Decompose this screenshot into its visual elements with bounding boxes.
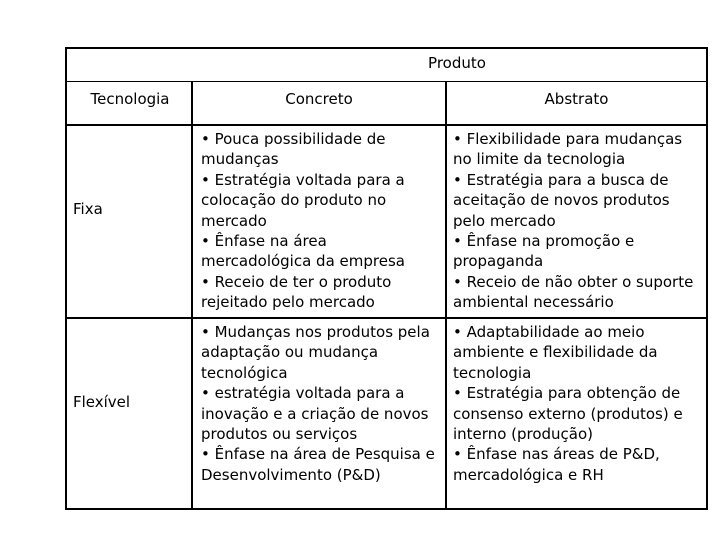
bullet-point: • Pouca possibilidade de mudanças xyxy=(201,130,386,169)
bullet-point: • Ênfase nas áreas de P&D, mercadológica e RH xyxy=(453,445,660,484)
bullet-point: • Estratégia para obtenção de consenso externo (produtos) e interno (produção) xyxy=(453,384,683,444)
line-header-bottom xyxy=(67,81,706,82)
line-subheader-bottom xyxy=(67,124,706,126)
bullet-point: • Ênfase na promoção e propaganda xyxy=(453,232,635,271)
bullet-point: • Receio de ter o produto rejeitado pelo mercado xyxy=(201,272,392,312)
row-label-fixa: Fixa xyxy=(73,200,103,218)
bullet-point: • Flexibilidade para mudanças no limite da tecnologia xyxy=(453,130,683,169)
bullet-point: • estratégia voltada para a inovação e a criação de novos produtos ou serviços xyxy=(201,384,429,444)
col-header-tecnologia: Tecnologia xyxy=(90,90,170,108)
line-col1 xyxy=(191,82,193,508)
bullet-point: • Ênfase na área mercadológica da empresa xyxy=(201,232,405,271)
cell-fixa-concreto xyxy=(201,129,441,313)
col-header-abstrato: Abstrato xyxy=(544,90,609,108)
bullet-point: • Mudanças nos produtos pela adaptação ou mudança tecnológica xyxy=(201,323,430,382)
row-label-flexivel: Flexível xyxy=(73,393,131,411)
cell-flexivel-abstrato xyxy=(453,322,705,485)
cell-fixa-abstrato xyxy=(453,129,703,313)
col-header-concreto: Concreto xyxy=(285,90,353,108)
line-col2 xyxy=(445,82,447,508)
bullet-point: • Receio de não obter o suporte ambiental necessário xyxy=(453,272,694,312)
bullet-point: • Estratégia voltada para a colocação do produto no mercado xyxy=(201,170,405,230)
line-row1-bottom xyxy=(67,317,706,319)
bullet-point: • Ênfase na área de Pesquisa e Desenvolvimento (P&D) xyxy=(201,445,435,484)
bullet-point: • Estratégia para a busca de aceitação de novos produtos pelo mercado xyxy=(453,170,670,230)
bullet-point: • Adaptabilidade ao meio ambiente e flexibilidade da tecnologia xyxy=(453,323,658,382)
header-produto: Produto xyxy=(428,54,486,72)
comparison-table xyxy=(65,47,708,510)
cell-flexivel-concreto xyxy=(201,322,443,485)
